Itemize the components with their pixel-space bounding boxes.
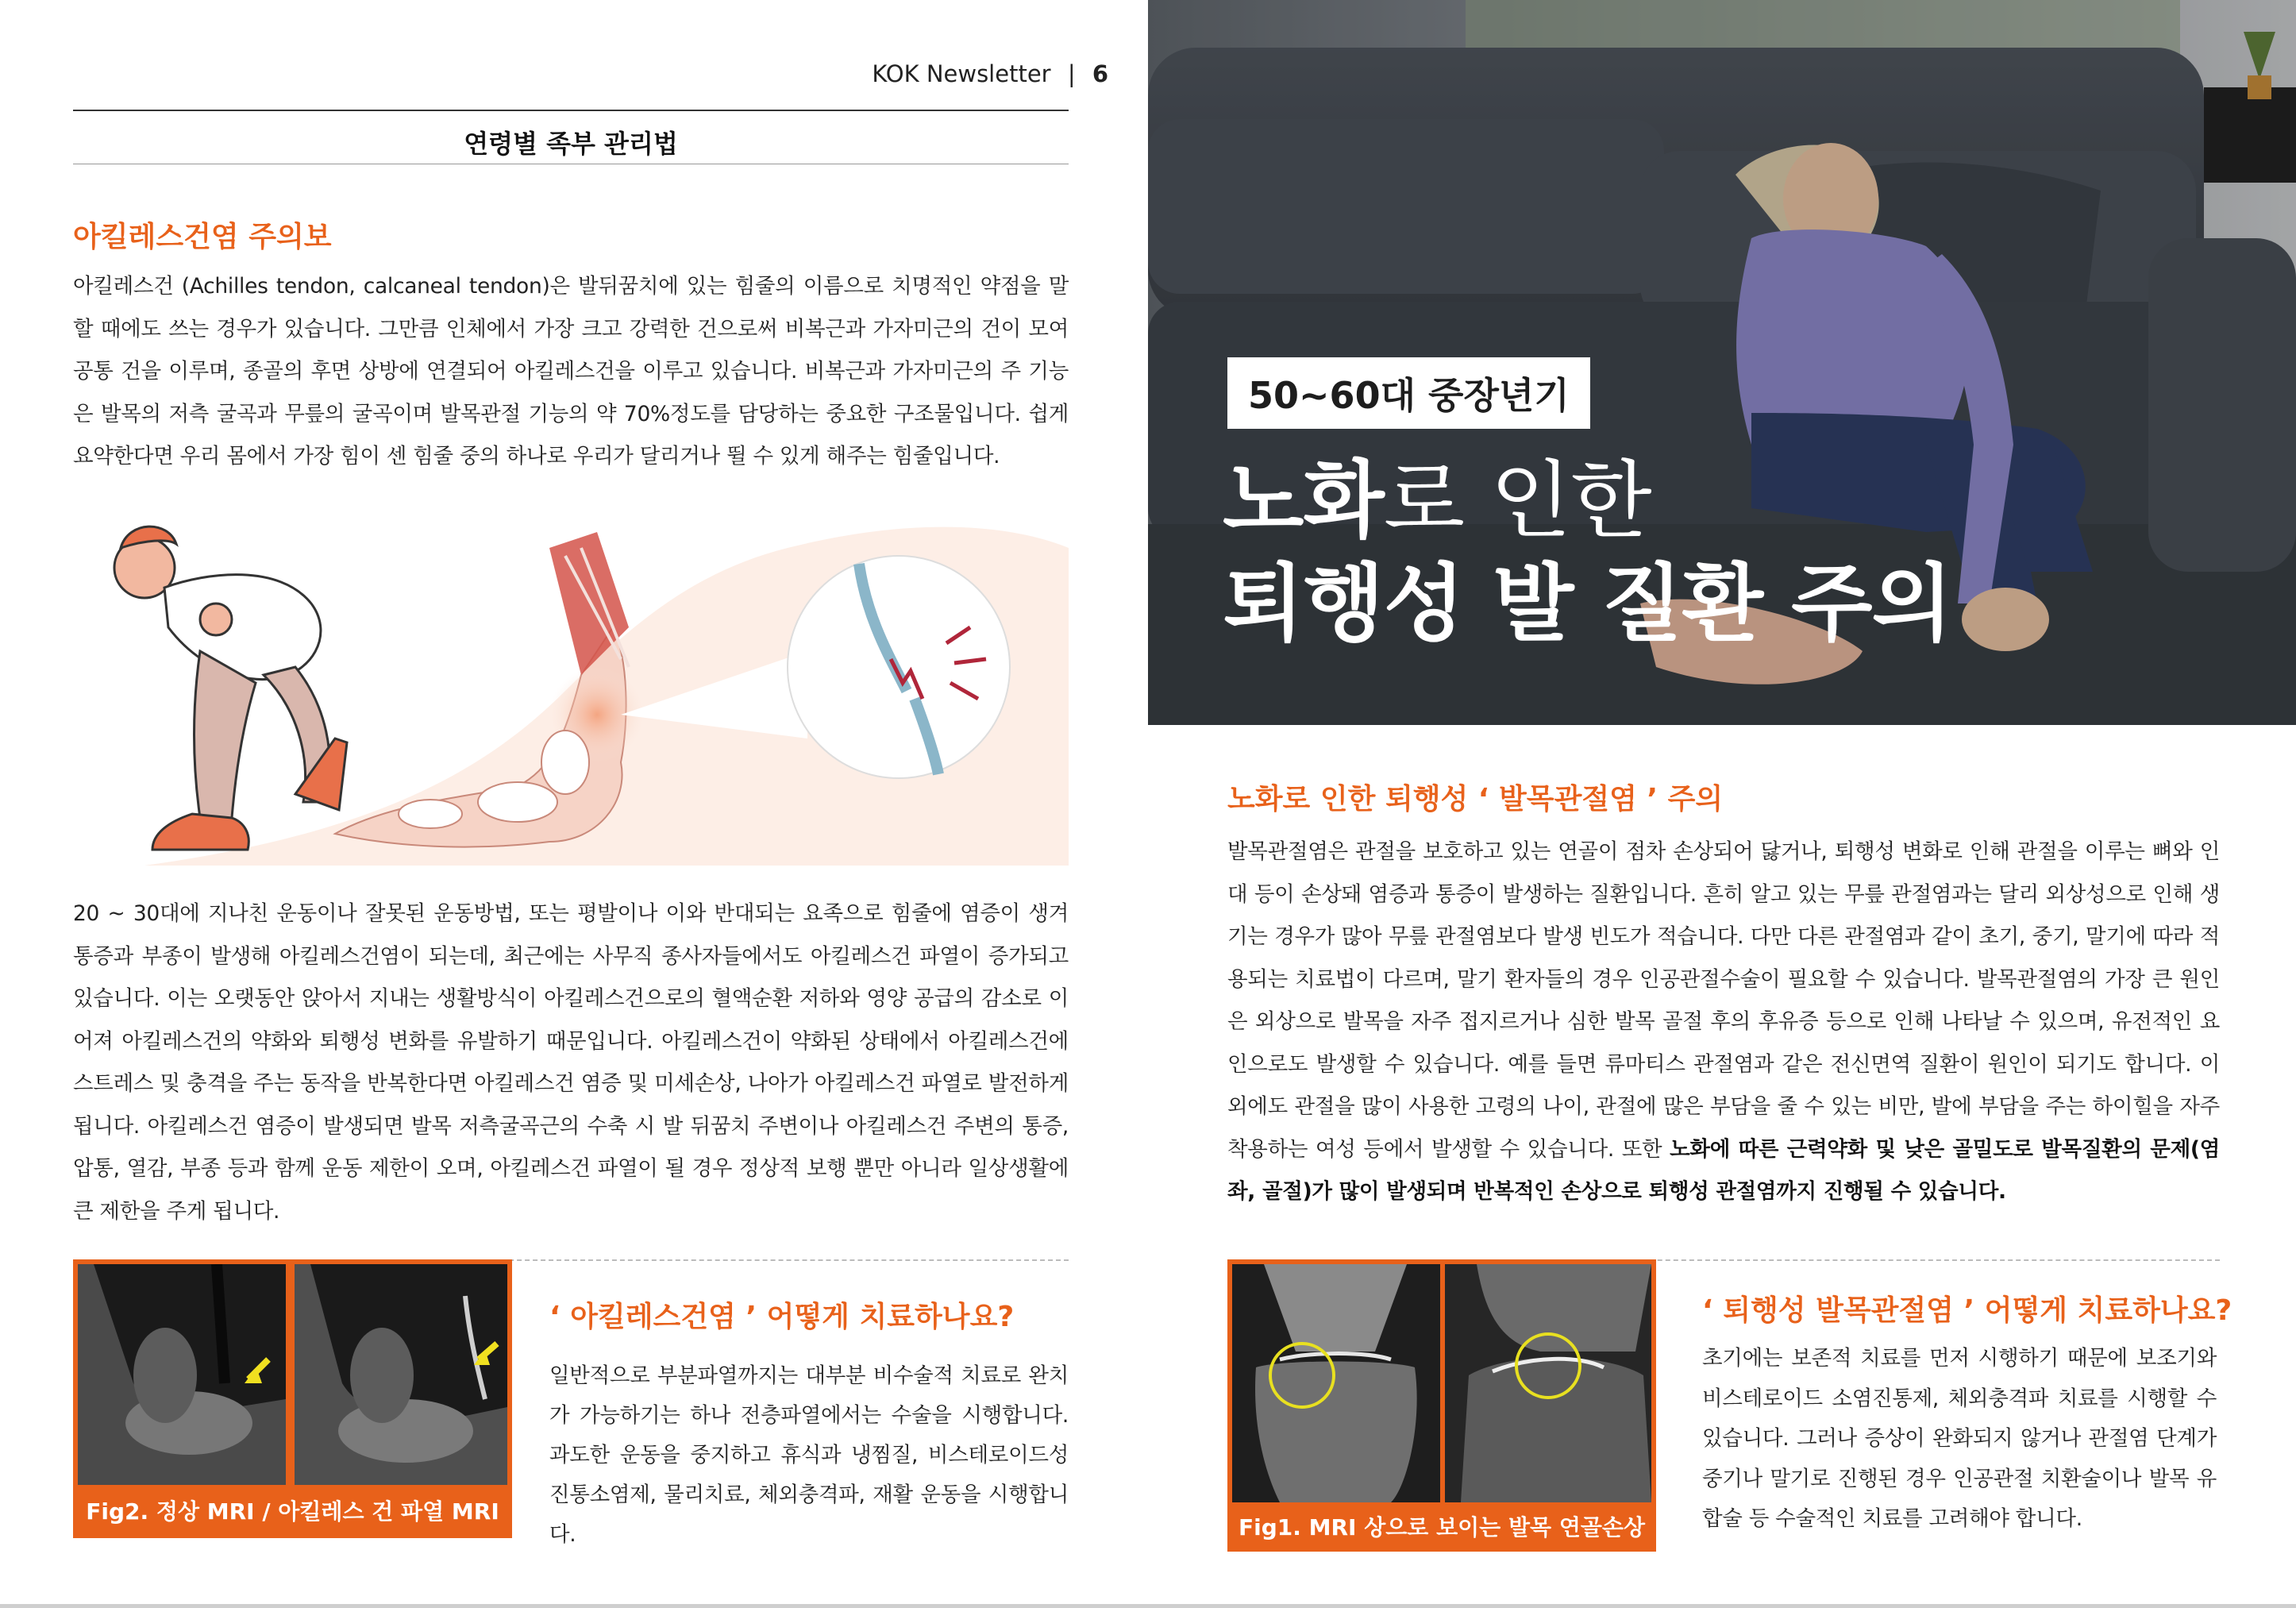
ankle-arthritis-paragraph-bold: 노화에 따른 근력약화 및 낮은 골밀도로 발목질환의 문제(염좌, 골절)가 많이 발생되며 반복적인 손상으로 퇴행성 관절염까지 진행될 수 있습니다. [1227, 1136, 2221, 1204]
fig2-box [73, 1259, 512, 1538]
age-group-tag: 50~60대 중장년기 [1227, 357, 1590, 429]
ankle-treatment-heading: ‘ 퇴행성 발목관절염 ’ 어떻게 치료하나요? [1702, 1294, 2232, 1327]
ankle-mri-image-1 [1232, 1264, 1440, 1502]
ankle-mri-svg-2 [1445, 1264, 1651, 1502]
hero-line-1 [1223, 449, 1651, 553]
hero-line-1-rest: 로 인한 [1383, 452, 1651, 549]
newsletter-header [872, 60, 1108, 87]
man-figure [114, 526, 347, 850]
achilles-illustration [73, 500, 1069, 867]
ankle-arthritis-heading: 노화로 인한 퇴행성 ‘ 발목관절염 ’ 주의 [1227, 783, 1724, 816]
section-title: 연령별 족부 관리법 [464, 129, 678, 159]
ankle-mri-image-2 [1445, 1264, 1651, 1502]
achilles-heading: 아킬레스건염 주의보 [73, 221, 332, 253]
achilles-intro-paragraph: 아킬레스건 (Achilles tendon, calcaneal tendon)은 발뒤꿈치에 있는 힘줄의 이름으로 치명적인 약점을 말할 때에도 쓰는 경우가 있습니다. 그만큼 인체에서 가장 크고 강력한 건으로써 비복근과 가자미근의 건이 모여 공통 건을 이루며, 종골의 후면 상방에 연결되어 아킬레스건을 이루고 있습니다. 비복근과 가자미근의 주 기능은 발목의 저측 굴곡과 무릎의 굴곡이며 발목관절 기능의 약 70%정도를 담당하는 중요한 구조물입니다. 쉽게 요약한다면 우리 몸에서 가장 힘이 센 힘줄 중의 하나로 우리가 달리거나 뛸 수 있게 해주는 힘줄입니다. [73, 274, 1069, 469]
hero-bold-word: 노화 [1223, 452, 1384, 549]
header-rule [73, 110, 1069, 111]
achilles-treatment-heading: ‘ 아킬레스건염 ’ 어떻게 치료하나요? [549, 1301, 1015, 1333]
normal-mri-svg [78, 1264, 286, 1485]
header-separator: | [1067, 60, 1076, 87]
ankle-arthritis-paragraph [1227, 831, 2220, 1213]
ankle-treatment-text: 초기에는 보존적 치료를 먼저 시행하기 때문에 보조기와 비스테로이드 소염진통제, 체외충격파 치료를 시행할 수 있습니다. 그러나 증상이 완화되지 않거나 관절염 단계가 중기나 말기로 진행된 경우 인공관절 치환술이나 발목 유합술 등 수술적인 치료를 고려해야 합니다. [1702, 1346, 2217, 1531]
normal-mri-image [78, 1264, 286, 1485]
right-dashed-divider [1227, 1259, 2220, 1261]
page-bottom-border [0, 1604, 2296, 1608]
ankle-anatomy [335, 532, 645, 847]
fig1-caption: Fig1. MRI 상으로 보이는 발목 연골손상 [1238, 1514, 1646, 1541]
hero-line-2: 퇴행성 발 질환 주의 [1223, 555, 1952, 653]
page-number: 6 [1092, 60, 1108, 87]
ankle-arthritis-paragraph-main: 발목관절염은 관절을 보호하고 있는 연골이 점차 손상되어 닳거나, 퇴행성 변화로 인해 관절을 이루는 뼈와 인대 등이 손상돼 염증과 통증이 발생하는 질환입니다. 흔히 알고 있는 무릎 관절염과는 달리 외상성으로 인해 생기는 경우가 많아 무릎 관절염보다 발생 빈도가 적습니다. 다만 다른 관절염과 같이 초기, 중기, 말기에 따라 적용되는 치료법이 다르며, 말기 환자들의 경우 인공관절수술이 필요할 수 있습니다. 발목관절염의 가장 큰 원인은 외상으로 발목을 자주 접지르거나 심한 발목 골절 후의 후유증 등으로 인해 나타날 수 있으며, 유전적인 요인으로도 발생할 수 있습니다. 예를 들면 류마티스 관절염과 같은 전신면역 질환이 원인이 되기도 합니다. 이 외에도 관절을 많이 사용한 고령의 나이, 관절에 많은 부담을 줄 수 있는 비만, 발에 부담을 주는 하이힐을 자주 착용하는 여성 등에서 발생할 수 있습니다. 또한 [1227, 839, 2220, 1162]
fig2-caption: Fig2. 정상 MRI / 아킬레스 건 파열 MRI [86, 1498, 499, 1525]
rupture-mri-image [295, 1264, 507, 1485]
brand-name: KOK Newsletter [872, 60, 1051, 87]
rupture-mri-svg [295, 1264, 507, 1485]
achilles-treatment-text: 일반적으로 부분파열까지는 대부분 비수술적 치료로 완치가 가능하기는 하나 전층파열에서는 수술을 시행합니다. 과도한 운동을 중지하고 휴식과 냉찜질, 비스테로이드성 진통소염제, 물리치료, 체외충격파, 재활 운동을 시행합니다. [549, 1363, 1069, 1547]
ankle-mri-svg-1 [1232, 1264, 1440, 1502]
achilles-causes-paragraph: 20 ~ 30대에 지나친 운동이나 잘못된 운동방법, 또는 평발이나 이와 반대되는 요족으로 힘줄에 염증이 생겨 통증과 부종이 발생해 아킬레스건염이 되는데, 최근에는 사무직 종사자들에서도 아킬레스건 파열이 증가되고 있습니다. 이는 오랫동안 앉아서 지내는 생활방식이 아킬레스건으로의 혈액순환 저하와 영양 공급의 감소로 이어져 아킬레스건의 약화와 퇴행성 변화를 유발하기 때문입니다. 아킬레스건이 약화된 상태에서 아킬레스건에 스트레스 및 충격을 주는 동작을 반복한다면 아킬레스건 염증 및 미세손상, 나아가 아킬레스건 파열로 발전하게 됩니다. 아킬레스건 염증이 발생되면 발목 저측굴곡근의 수축 시 발 뒤꿈치 주변이나 아킬레스건 주변의 통증, 압통, 열감, 부종 등과 함께 운동 제한이 오며, 아킬레스건 파열이 될 경우 정상적 보행 뿐만 아니라 일상생활에 큰 제한을 주게 됩니다. [73, 901, 1069, 1224]
fig1-box [1227, 1259, 1656, 1552]
injury-illustration-svg [73, 500, 1069, 867]
